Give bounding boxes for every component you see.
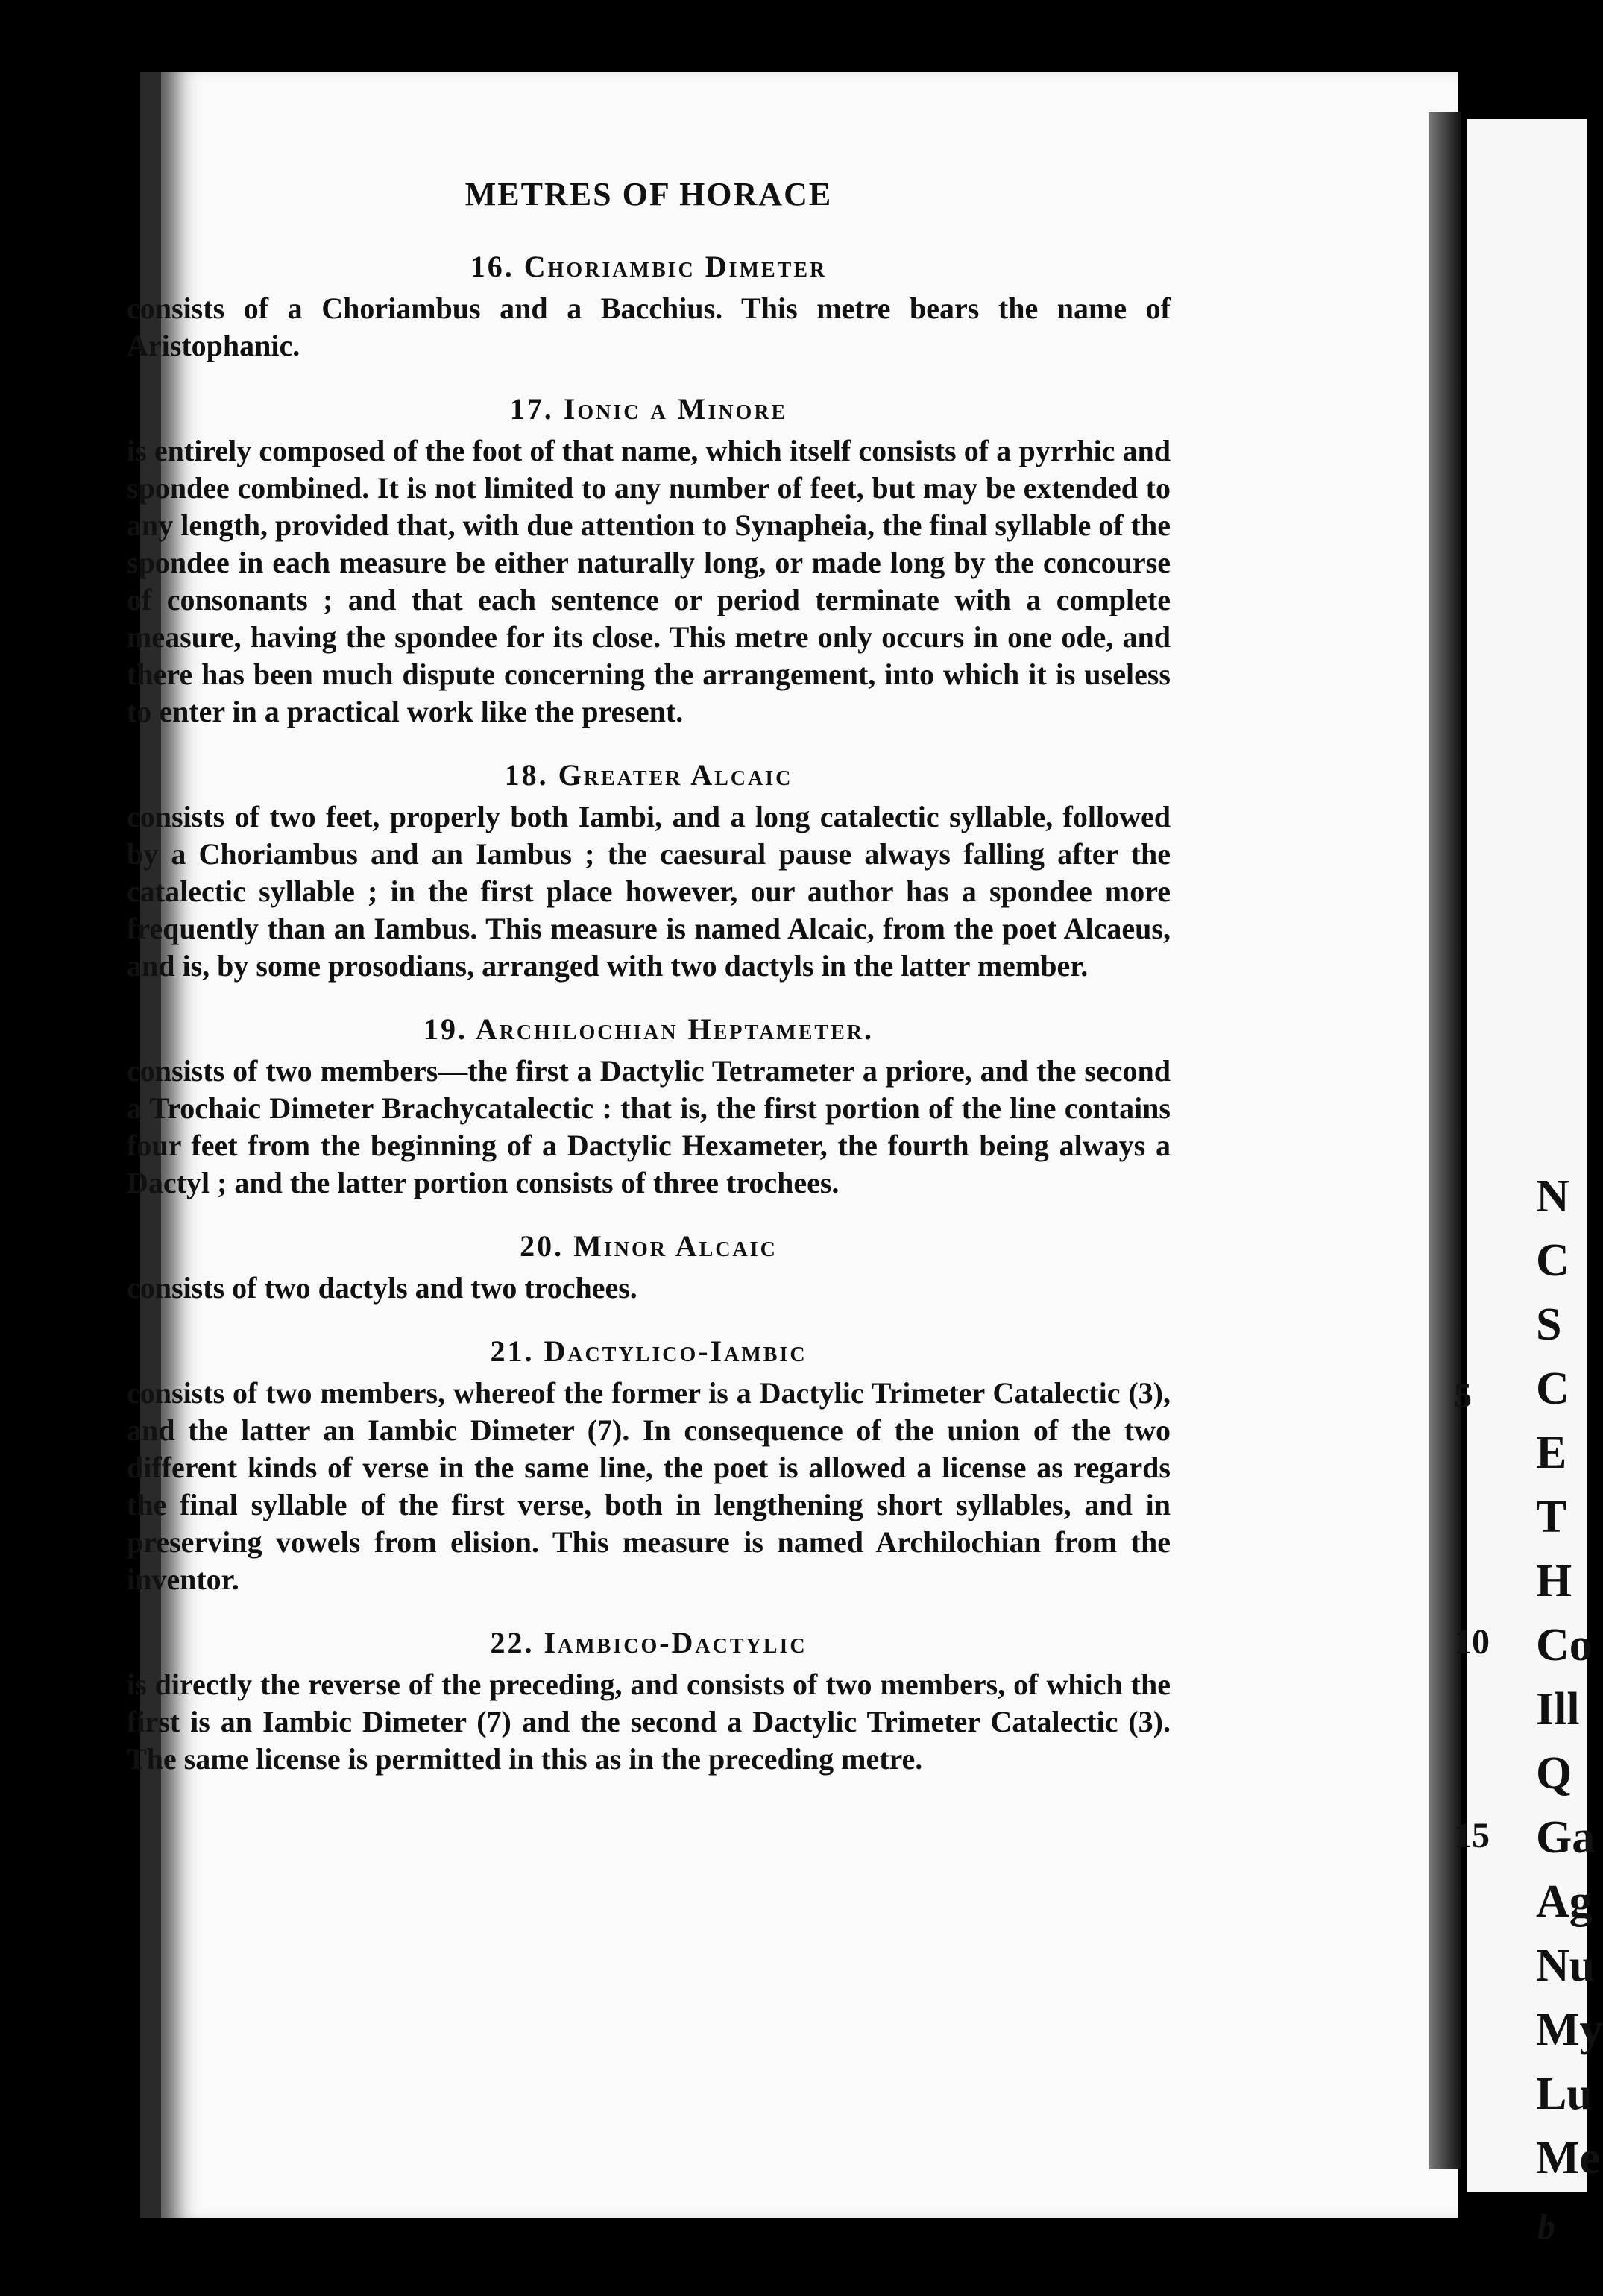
section-heading: 18. Greater Alcaic (504, 758, 793, 792)
section-body: is directly the reverse of the preceding, and consists of two members, of which the first is an Iambic Dimeter (7) and the second a Dactylic Trimeter Catalectic (3). The same license is permitted in this as in the preceding metre. (127, 1668, 1171, 1776)
section-19 (127, 1012, 1171, 1202)
facing-letter: C (1536, 1363, 1569, 1414)
section-body: consists of two members, whereof the former is a Dactylic Trimeter Catalectic (3), and the latter an Iambic Dimeter (7). In consequence of the union of the two different kinds of verse in the same line, the poet is allowed a license as regards the final syllable of the first verse, both in lengthening short syllables, and in preserving vowels from elision. This measure is named Archilochian from the inventor. (127, 1376, 1171, 1596)
facing-letter: Ag (1536, 1876, 1593, 1927)
section-22 (127, 1625, 1171, 1778)
facing-letter: C (1536, 1235, 1569, 1286)
facing-letter: Co (1536, 1620, 1593, 1671)
running-head: METRES OF HORACE (464, 176, 833, 212)
page-content (127, 175, 1171, 1778)
section-body: consists of a Choriambus and a Bacchius. This metre bears the name of Aristophanic. (127, 291, 1171, 362)
section-heading: 20. Minor Alcaic (520, 1229, 778, 1263)
section-16 (127, 249, 1171, 365)
facing-letter: T (1536, 1492, 1567, 1542)
facing-letter: Lu (1536, 2069, 1593, 2119)
section-heading: 16. Choriambic Dimeter (470, 250, 828, 283)
line-number: 10 (1454, 1622, 1490, 1662)
section-heading: 21. Dactylico-Iambic (490, 1334, 807, 1368)
section-body: is entirely composed of the foot of that name, which itself consists of a pyrrhic and spondee combined. It is not limited to any number of feet, but may be extended to any length, provided that, with due attention to Synapheia, the final syllable of the spondee in each measure be either naturally long, or made long by the concourse of consonants ; and that each sentence or period terminate with a complete measure, having the spondee for its close. This metre only occurs in one ode, and there has been much dispute concerning the arrangement, into which it is useless to enter in a practical work like the present. (127, 434, 1171, 728)
facing-letter: Ga (1536, 1812, 1596, 1863)
section-heading: 19. Archilochian Heptameter. (423, 1012, 874, 1046)
facing-letter: Ill (1536, 1684, 1580, 1735)
line-number: 15 (1454, 1816, 1490, 1855)
gutter-shadow (1429, 112, 1461, 2169)
facing-letter: N (1536, 1171, 1569, 1222)
section-heading: 17. Ionic a Minore (509, 392, 788, 426)
signature-mark: b (1537, 2207, 1555, 2247)
line-number: 5 (1454, 1376, 1472, 1416)
facing-letter: S (1536, 1299, 1562, 1350)
section-body: consists of two feet, properly both Iambi, and a long catalectic syllable, followed by a Choriambus and an Iambus ; the caesural pause always falling after the catalectic syllable ; in the first place however, our author has a spondee more frequently than an Iambus. This measure is named Alcaic, from the poet Alcaeus, and is, by some prosodians, arranged with two dactyls in the latter member. (127, 800, 1171, 983)
facing-letter: H (1536, 1556, 1572, 1606)
facing-letter: Q (1536, 1748, 1572, 1799)
facing-letter: Me (1536, 2133, 1601, 2183)
facing-letter: E (1536, 1428, 1567, 1478)
section-17 (127, 391, 1171, 731)
section-body: consists of two members—the first a Dactylic Tetrameter a priore, and the second a Trochaic Dimeter Brachycatalectic : that is, the first portion of the line contains four feet from the beginning of a Dactylic Hexameter, the fourth being always a Dactyl ; and the latter portion consists of three trochees. (127, 1054, 1171, 1199)
facing-page-letters (1536, 1170, 1603, 2196)
section-18 (127, 757, 1171, 985)
section-20 (127, 1229, 1171, 1307)
facing-letter: Nu (1536, 1940, 1596, 1991)
section-heading: 22. Iambico-Dactylic (490, 1626, 807, 1659)
facing-letter: My (1536, 2005, 1603, 2055)
section-21 (127, 1334, 1171, 1598)
section-body: consists of two dactyls and two trochees. (127, 1271, 637, 1305)
